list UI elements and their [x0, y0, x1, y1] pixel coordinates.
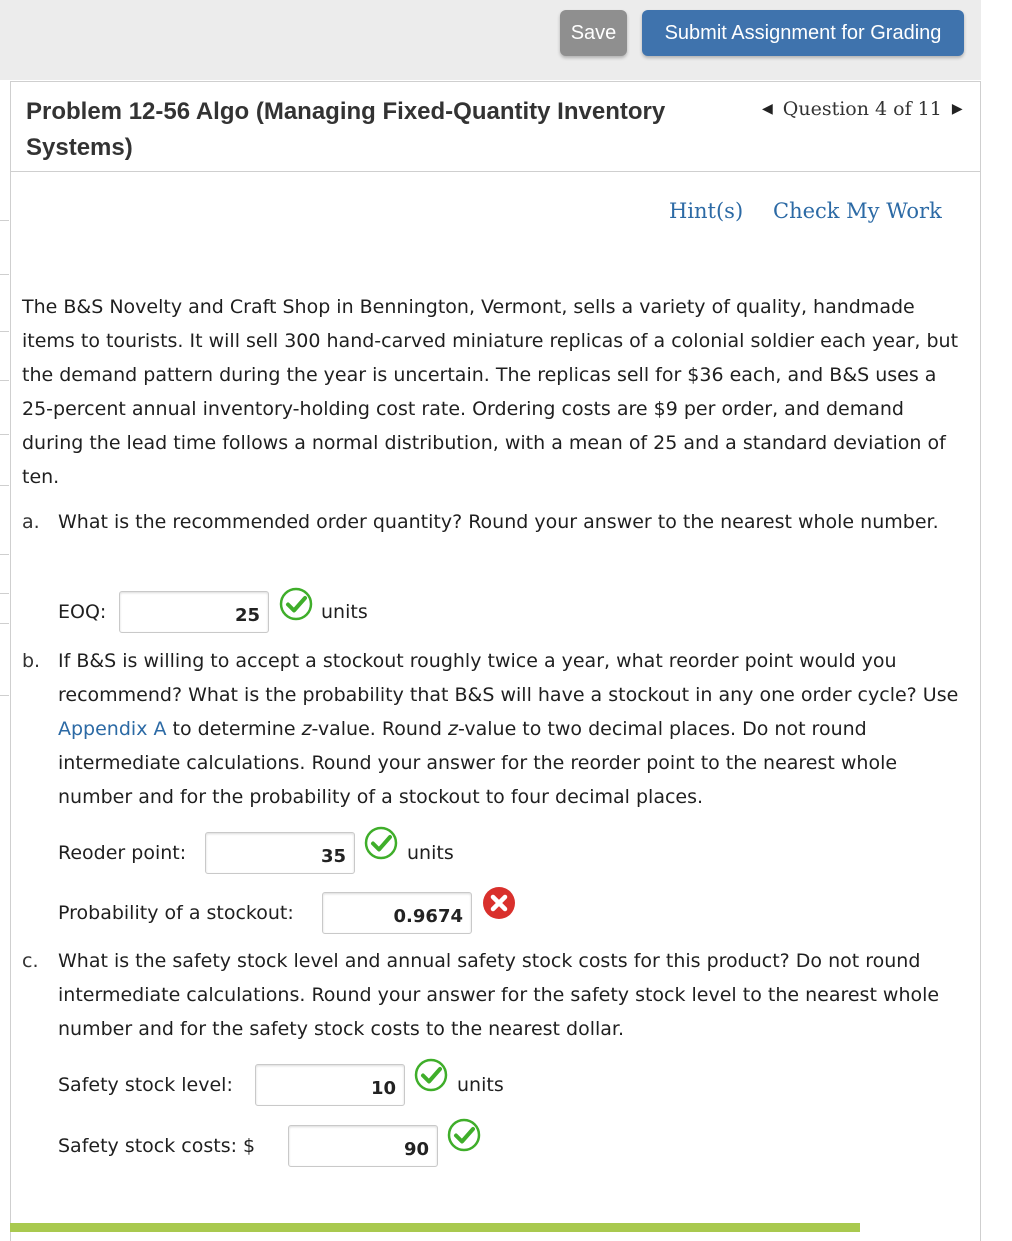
z-italic-1: z [301, 718, 312, 740]
safety-stock-level-input[interactable]: 10 [255, 1064, 405, 1106]
check-my-work-link[interactable]: Check My Work [773, 199, 942, 223]
part-b-question-text-1: If B&S is willing to accept a stockout roughly twice a year, what reorder point would you recommend? What is the probability that B&S will have a stockout in any one order cycle? Use [58, 650, 959, 706]
z-italic-2: z [448, 718, 459, 740]
appendix-a-link[interactable]: Appendix A [58, 718, 167, 740]
submit-assignment-button[interactable]: Submit Assignment for Grading [642, 10, 964, 56]
question-counter: Question 4 of 11 [782, 98, 942, 120]
part-b-question-text-2: to determine [166, 718, 302, 740]
safety-stock-level-unit: units [457, 1074, 504, 1096]
safety-stock-level-label: Safety stock level: [58, 1074, 233, 1096]
bottom-progress-bar [10, 1223, 860, 1232]
part-b-question [58, 644, 973, 814]
reorder-point-input[interactable]: 35 [205, 832, 355, 874]
correct-check-icon [447, 1118, 481, 1152]
problem-statement: The B&S Novelty and Craft Shop in Bennington, Vermont, sells a variety of quality, handmade items to tourists. It will sell 300 hand-carved miniature replicas of a colonial soldier each year, but the demand pattern during the year is uncertain. The replicas sell for $36 each, and B&S uses a 25-percent annual inventory-holding cost rate. Ordering costs are $9 per order, and demand during the lead time follows a normal distribution, with a mean of 25 and a standard deviation of ten. [22, 296, 959, 488]
eoq-unit: units [321, 601, 368, 623]
stockout-probability-input[interactable]: 0.9674 [322, 892, 472, 934]
reorder-point-label: Reoder point: [58, 842, 187, 864]
save-button[interactable]: Save [560, 10, 627, 56]
safety-stock-costs-label: Safety stock costs: $ [58, 1135, 256, 1157]
incorrect-x-icon [482, 886, 516, 920]
part-b-question-text-3: -value. Round [311, 718, 449, 740]
hints-link[interactable]: Hint(s) [669, 199, 744, 223]
question-navigator [762, 96, 963, 122]
eoq-input[interactable]: 25 [119, 591, 269, 633]
left-edge-ticks [0, 81, 10, 1241]
eoq-label: EOQ: [58, 601, 107, 623]
part-b-letter: b. [22, 650, 41, 672]
problem-title: Problem 12-56 Algo (Managing Fixed-Quantity Inventory Systems) [26, 98, 666, 161]
correct-check-icon [279, 587, 313, 621]
stockout-probability-label: Probability of a stockout: [58, 902, 294, 924]
top-toolbar [0, 0, 981, 80]
part-a-question: What is the recommended order quantity? Round your answer to the nearest whole number. [58, 511, 939, 533]
next-question-icon[interactable]: ▶ [951, 101, 963, 117]
reorder-point-unit: units [407, 842, 454, 864]
header-divider [10, 171, 981, 172]
correct-check-icon [364, 826, 398, 860]
correct-check-icon [414, 1058, 448, 1092]
part-c-letter: c. [22, 950, 39, 972]
part-a-letter: a. [22, 511, 40, 533]
part-c-question: What is the safety stock level and annual safety stock costs for this product? Do not round intermediate calculations. Round your answer for the safety stock level to the nearest whole number and for the safety stock costs to the nearest dollar. [58, 950, 940, 1040]
prev-question-icon[interactable]: ◀ [762, 101, 773, 117]
part-b-question-text-4: -value to two decimal places. Do not round intermediate calculations. Round your answer for the reorder point to the nearest whole number and for the probability of a stockout to four decimal places. [58, 718, 898, 808]
safety-stock-costs-input[interactable]: 90 [288, 1125, 438, 1167]
